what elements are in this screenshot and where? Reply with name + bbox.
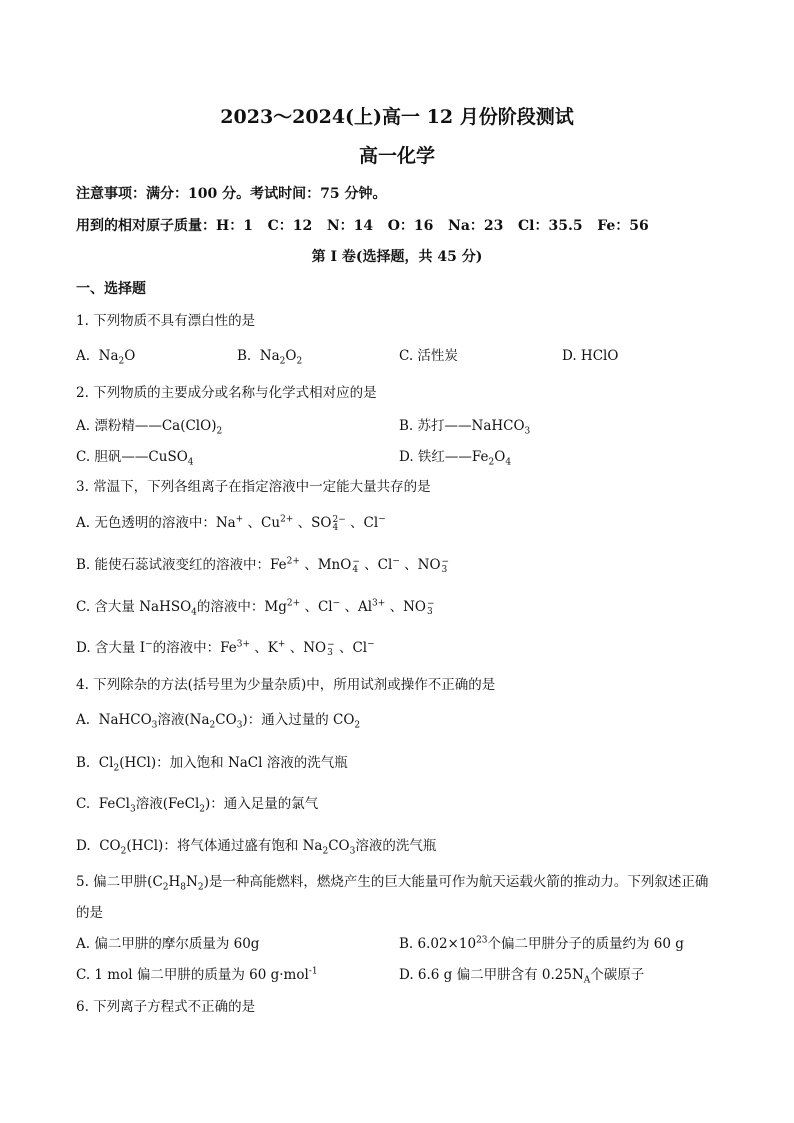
- exam-title: 2023～2024(上)高一 12 月份阶段测试: [220, 106, 574, 128]
- part-one-heading: 一、选择题: [76, 281, 146, 297]
- q4-option-a: A. NaHCO$_3$溶液$(Na_2CO_3)$：通入过量的 $CO_2$: [76, 712, 361, 731]
- question-1-stem: 1. 下列物质不具有漂白性的是: [76, 313, 256, 329]
- q5-option-b: B. $6.02\times 10^{23}$个偏二甲肼分子的质量约为 60 g: [399, 935, 684, 952]
- q3-option-b: B. 能使石蕊试液变红的溶液中：$Fe^{2+}$ 、MnO − 4 、Cl− 、NO − 3: [76, 556, 450, 575]
- q1-option-d: D. HClO: [562, 348, 619, 364]
- q2-option-c: C. 胆矾——CuSO$_4$: [76, 449, 194, 468]
- question-2-stem: 2. 下列物质的主要成分或名称与化学式相对应的是: [76, 385, 377, 401]
- q3-option-a: A. 无色透明的溶液中：Na+ 、$Cu^{2+}$ 、SO 2− 4 、Cl−: [76, 514, 386, 533]
- q1-option-a: A. $Na_2O$: [76, 348, 136, 367]
- question-5-stem: 5. 偏二甲肼$(C_2H_8N_2)$是一种高能燃料，燃烧产生的巨大能量可作为航天运载火箭的推动力。下列叙述正确: [76, 874, 709, 893]
- question-6-stem: 6. 下列离子方程式不正确的是: [76, 999, 256, 1015]
- question-4-stem: 4. 下列除杂的方法(括号里为少量杂质)中，所用试剂或操作不正确的是: [76, 677, 496, 693]
- q2-option-d: D. 铁红$——Fe_2O_4$: [399, 449, 512, 468]
- q5-option-c: C. 1 mol 偏二甲肼的质量为 60 g·mol$^{-1}$: [76, 966, 318, 983]
- section-header: 第 I 卷(选择题，共 45 分): [311, 249, 483, 265]
- q2-option-a: A. 漂粉精$——Ca(ClO)_2$: [76, 418, 223, 437]
- atomic-mass-values: H：1 C：12 N：14 O：16 Na：23 Cl：35.5 Fe：56: [216, 218, 649, 234]
- q1-option-c: C. 活性炭: [399, 348, 458, 364]
- atomic-mass-line: [76, 216, 649, 236]
- atomic-mass-label: 用到的相对原子质量：: [76, 218, 216, 234]
- q5-option-d: D. 6.6 g 偏二甲肼含有 $0.25N_A$个碳原子: [399, 967, 645, 986]
- q4-option-c: C. FeCl$_3$溶液(FeCl$_2$)：通入足量的氯气: [76, 796, 319, 815]
- q3-option-c: C. 含大量 NaHSO$_4$的溶液中：$Mg^{2+}$ 、Cl− 、$Al^{3+}$ 、NO − 3: [76, 598, 435, 618]
- q4-option-d: D. $CO_2(HCl)$：将气体通过盛有饱和 $Na_2CO_3$溶液的洗气瓶: [76, 838, 437, 857]
- exam-subtitle: 高一化学: [358, 145, 435, 167]
- notice-label: 注意事项：: [76, 186, 146, 202]
- q4-option-b: B. $Cl_2(HCl)$：加入饱和 NaCl 溶液的洗气瓶: [76, 755, 348, 774]
- notice-line: [76, 184, 386, 204]
- question-3-stem: 3. 常温下，下列各组离子在指定溶液中一定能大量共存的是: [76, 479, 431, 495]
- q1-option-b: B. $Na_2O_2$: [237, 348, 303, 367]
- question-5-stem-cont: 的是: [76, 905, 103, 921]
- q3-option-d: D. 含大量 I−的溶液中：$Fe^{3+}$ 、K+ 、NO − 3 、Cl−: [76, 639, 375, 658]
- notice-text: 满分：100 分。考试时间：75 分钟。: [146, 186, 387, 202]
- q2-option-b: B. 苏打——NaHCO$_3$: [399, 418, 531, 437]
- q5-option-a: A. 偏二甲肼的摩尔质量为 60g: [76, 936, 260, 952]
